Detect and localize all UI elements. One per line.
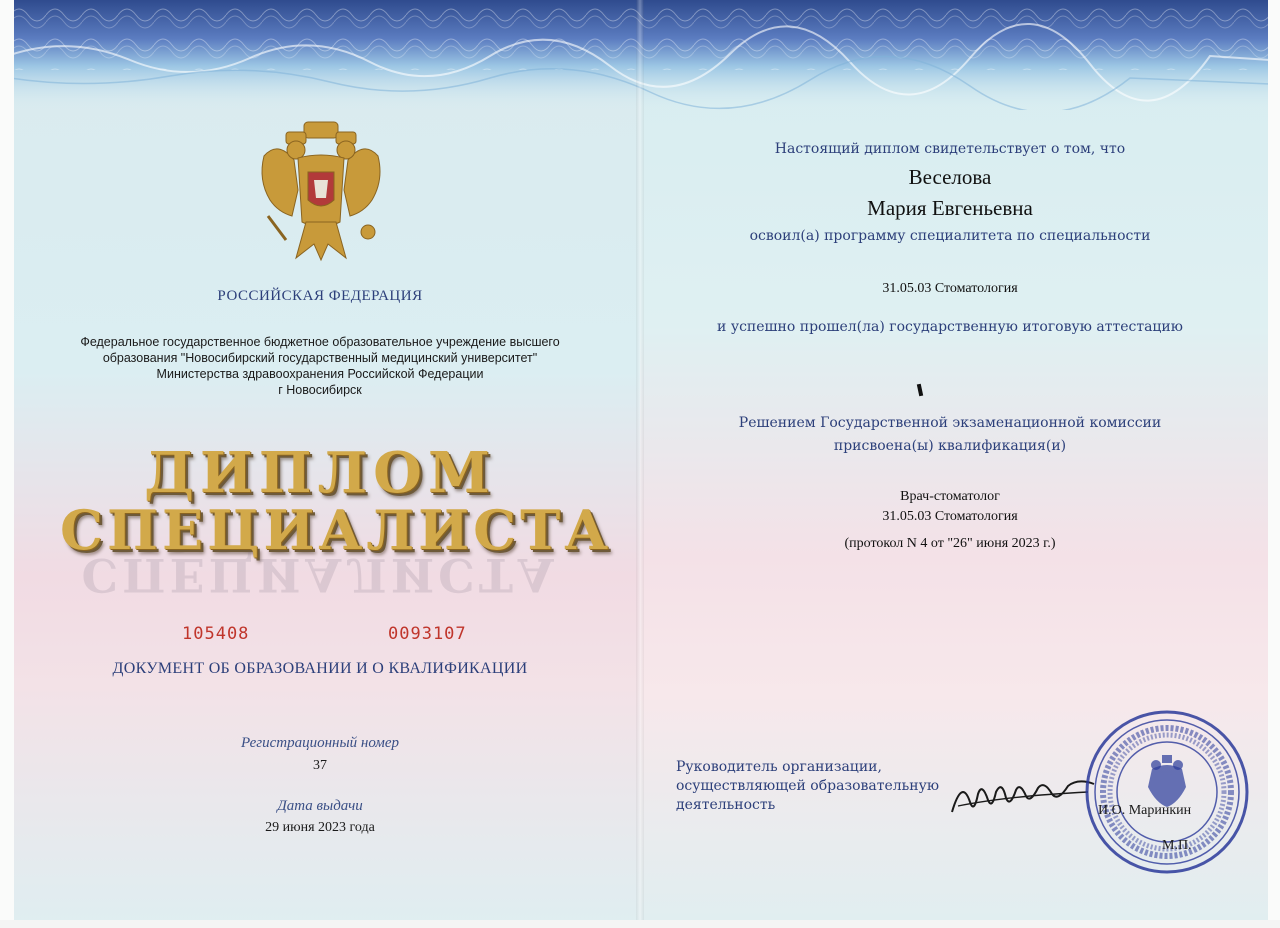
double-headed-eagle-emblem-icon [256, 120, 386, 265]
title-watermark-reflection: СПЕЦИАЛИСТА [81, 548, 559, 602]
head-label-line: Руководитель организации, [676, 759, 882, 775]
institution-line: Федеральное государственное бюджетное образовательное учреждение высшего [80, 335, 560, 349]
specialty: 31.05.03 Стоматология [882, 281, 1018, 296]
commission-decision-line-2: присвоена(ы) квалификация(и) [833, 438, 1067, 454]
attestation-statement: и успешно прошел(ла) государственную итоговую аттестацию [717, 319, 1183, 335]
diploma-title-line-1: ДИПЛОМ [144, 440, 496, 506]
page-margin-right [1268, 0, 1280, 928]
diploma-series: 105408 [182, 624, 250, 644]
diploma-title-line-2: СПЕЦИАЛИСТА [60, 498, 613, 562]
institution-line: г Новосибирск [278, 383, 362, 397]
document-type: ДОКУМЕНТ ОБ ОБРАЗОВАНИИ И О КВАЛИФИКАЦИИ [112, 660, 528, 677]
protocol-reference: (протокол N 4 от "26" июня 2023 г.) [844, 536, 1056, 551]
institution-name [60, 334, 580, 398]
seal-place-label: М.П. [1162, 838, 1192, 853]
issue-date-label: Дата выдачи [277, 798, 363, 814]
institution-line: Министерства здравоохранения Российской Федерации [156, 367, 484, 381]
registration-number-value: 37 [313, 758, 327, 773]
graduate-given-names: Мария Евгеньевна [867, 196, 1033, 220]
program-statement: освоил(а) программу специалитета по специальности [749, 228, 1151, 244]
institution-line: образования "Новосибирский государственный медицинский университет" [102, 351, 538, 365]
head-of-organization-label [676, 758, 956, 815]
diploma-number: 0093107 [388, 624, 467, 644]
page-margin-bottom [0, 920, 1280, 928]
graduate-surname: Веселова [908, 165, 992, 189]
head-label-line: деятельность [676, 797, 776, 813]
certification-statement: Настоящий диплом свидетельствует о том, что [774, 141, 1126, 157]
qualification-specialty: 31.05.03 Стоматология [882, 509, 1018, 524]
commission-decision-line-1: Решением Государственной экзаменационной комиссии [738, 415, 1162, 431]
registration-number-label: Регистрационный номер [240, 735, 399, 751]
signer-name: И.О. Маринкин [1098, 803, 1192, 818]
head-label-line: осуществляющей образовательную [676, 778, 940, 794]
center-fold [636, 0, 644, 928]
qualification: Врач-стоматолог [900, 489, 1000, 504]
handwritten-signature-icon [948, 772, 1098, 820]
country-name: РОССИЙСКАЯ ФЕДЕРАЦИЯ [217, 288, 423, 304]
page-margin-left [0, 0, 14, 928]
issue-date-value: 29 июня 2023 года [265, 820, 375, 835]
